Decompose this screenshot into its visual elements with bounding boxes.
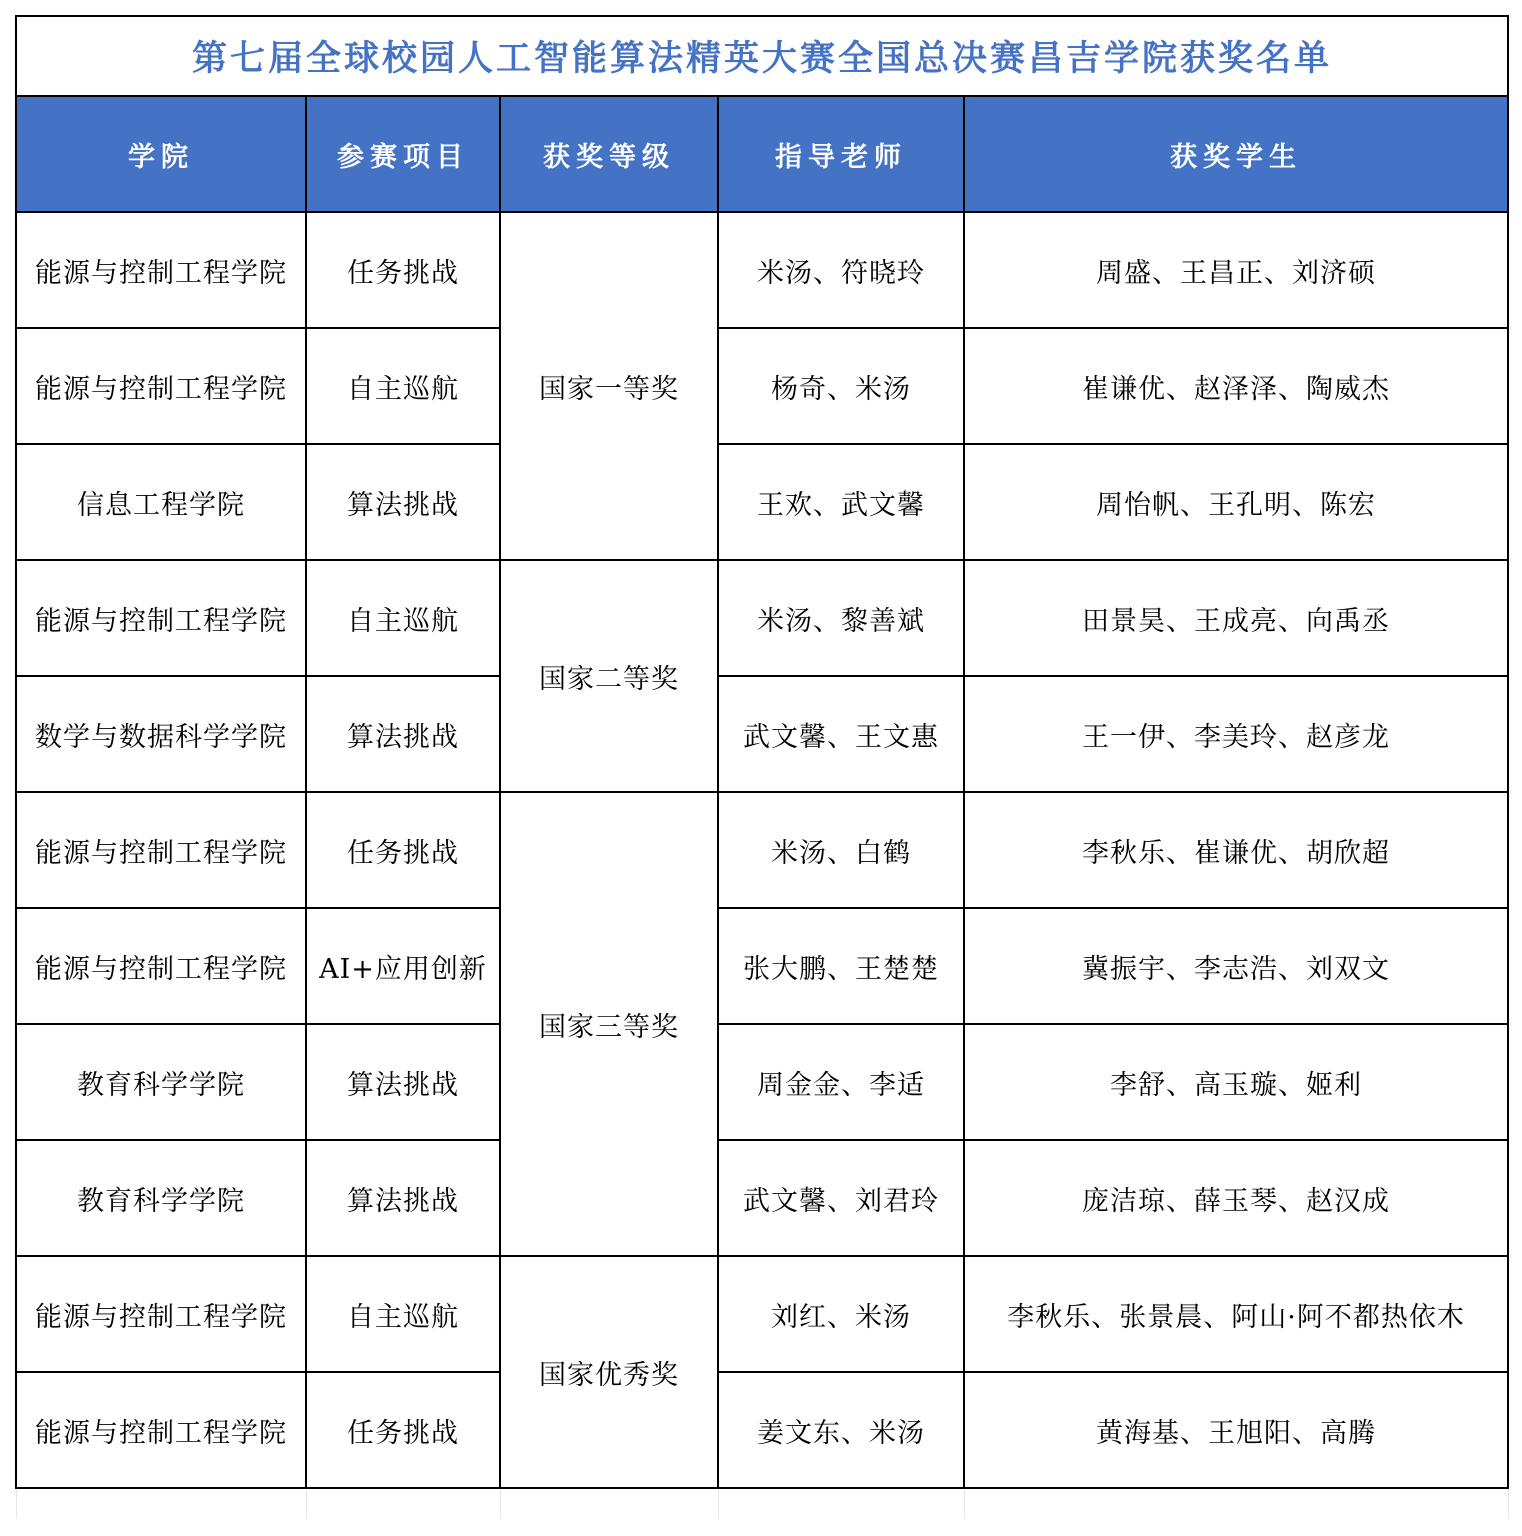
empty-cell xyxy=(16,1488,306,1519)
mentors-cell: 刘红、米汤 xyxy=(718,1256,964,1372)
award-table xyxy=(15,15,1509,1519)
project-cell: 自主巡航 xyxy=(306,1256,500,1372)
empty-cell xyxy=(964,1488,1508,1519)
mentors-cell: 武文馨、王文惠 xyxy=(718,676,964,792)
empty-row xyxy=(16,1488,1508,1519)
table-row xyxy=(16,1256,1508,1372)
column-header-students: 获奖学生 xyxy=(964,96,1508,212)
students-cell: 黄海基、王旭阳、高腾 xyxy=(964,1372,1508,1488)
mentors-cell: 周金金、李适 xyxy=(718,1024,964,1140)
table-row xyxy=(16,1024,1508,1140)
table-row xyxy=(16,792,1508,908)
mentors-cell: 张大鹏、王楚楚 xyxy=(718,908,964,1024)
college-cell: 教育科学学院 xyxy=(16,1024,306,1140)
award-level-cell: 国家一等奖 xyxy=(500,212,718,560)
college-cell: 能源与控制工程学院 xyxy=(16,908,306,1024)
students-cell: 田景昊、王成亮、向禹丞 xyxy=(964,560,1508,676)
table-row xyxy=(16,1140,1508,1256)
students-cell: 李秋乐、张景晨、阿山·阿不都热依木 xyxy=(964,1256,1508,1372)
college-cell: 能源与控制工程学院 xyxy=(16,560,306,676)
college-cell: 能源与控制工程学院 xyxy=(16,1372,306,1488)
column-header-award-level: 获奖等级 xyxy=(500,96,718,212)
students-cell: 崔谦优、赵泽泽、陶威杰 xyxy=(964,328,1508,444)
students-cell: 李舒、高玉璇、姬利 xyxy=(964,1024,1508,1140)
award-list-sheet xyxy=(15,15,1507,1519)
project-cell: 自主巡航 xyxy=(306,560,500,676)
college-cell: 信息工程学院 xyxy=(16,444,306,560)
students-cell: 周盛、王昌正、刘济硕 xyxy=(964,212,1508,328)
column-header-project: 参赛项目 xyxy=(306,96,500,212)
college-cell: 教育科学学院 xyxy=(16,1140,306,1256)
mentors-cell: 米汤、符晓玲 xyxy=(718,212,964,328)
empty-cell xyxy=(500,1488,718,1519)
project-cell: 任务挑战 xyxy=(306,212,500,328)
award-table-body xyxy=(16,16,1508,1519)
project-cell: 任务挑战 xyxy=(306,792,500,908)
college-cell: 能源与控制工程学院 xyxy=(16,328,306,444)
college-cell: 能源与控制工程学院 xyxy=(16,1256,306,1372)
page-title: 第七届全球校园人工智能算法精英大赛全国总决赛昌吉学院获奖名单 xyxy=(16,16,1508,96)
college-cell: 能源与控制工程学院 xyxy=(16,792,306,908)
award-level-cell: 国家优秀奖 xyxy=(500,1256,718,1488)
students-cell: 庞洁琼、薛玉琴、赵汉成 xyxy=(964,1140,1508,1256)
award-level-cell: 国家二等奖 xyxy=(500,560,718,792)
title-row xyxy=(16,16,1508,96)
table-row xyxy=(16,212,1508,328)
table-row xyxy=(16,1372,1508,1488)
table-row xyxy=(16,676,1508,792)
table-row xyxy=(16,908,1508,1024)
project-cell: 算法挑战 xyxy=(306,444,500,560)
project-cell: 任务挑战 xyxy=(306,1372,500,1488)
students-cell: 李秋乐、崔谦优、胡欣超 xyxy=(964,792,1508,908)
empty-cell xyxy=(718,1488,964,1519)
project-cell: 自主巡航 xyxy=(306,328,500,444)
college-cell: 数学与数据科学学院 xyxy=(16,676,306,792)
project-cell: 算法挑战 xyxy=(306,1140,500,1256)
students-cell: 冀振宇、李志浩、刘双文 xyxy=(964,908,1508,1024)
project-cell: 算法挑战 xyxy=(306,676,500,792)
project-cell: AI+应用创新 xyxy=(306,908,500,1024)
college-cell: 能源与控制工程学院 xyxy=(16,212,306,328)
mentors-cell: 米汤、黎善斌 xyxy=(718,560,964,676)
mentors-cell: 姜文东、米汤 xyxy=(718,1372,964,1488)
table-row xyxy=(16,444,1508,560)
mentors-cell: 武文馨、刘君玲 xyxy=(718,1140,964,1256)
students-cell: 王一伊、李美玲、赵彦龙 xyxy=(964,676,1508,792)
empty-cell xyxy=(306,1488,500,1519)
students-cell: 周怡帆、王孔明、陈宏 xyxy=(964,444,1508,560)
column-header-college: 学院 xyxy=(16,96,306,212)
mentors-cell: 米汤、白鹤 xyxy=(718,792,964,908)
mentors-cell: 王欢、武文馨 xyxy=(718,444,964,560)
table-row xyxy=(16,560,1508,676)
mentors-cell: 杨奇、米汤 xyxy=(718,328,964,444)
table-row xyxy=(16,328,1508,444)
column-header-mentors: 指导老师 xyxy=(718,96,964,212)
award-level-cell: 国家三等奖 xyxy=(500,792,718,1256)
project-cell: 算法挑战 xyxy=(306,1024,500,1140)
header-row xyxy=(16,96,1508,212)
